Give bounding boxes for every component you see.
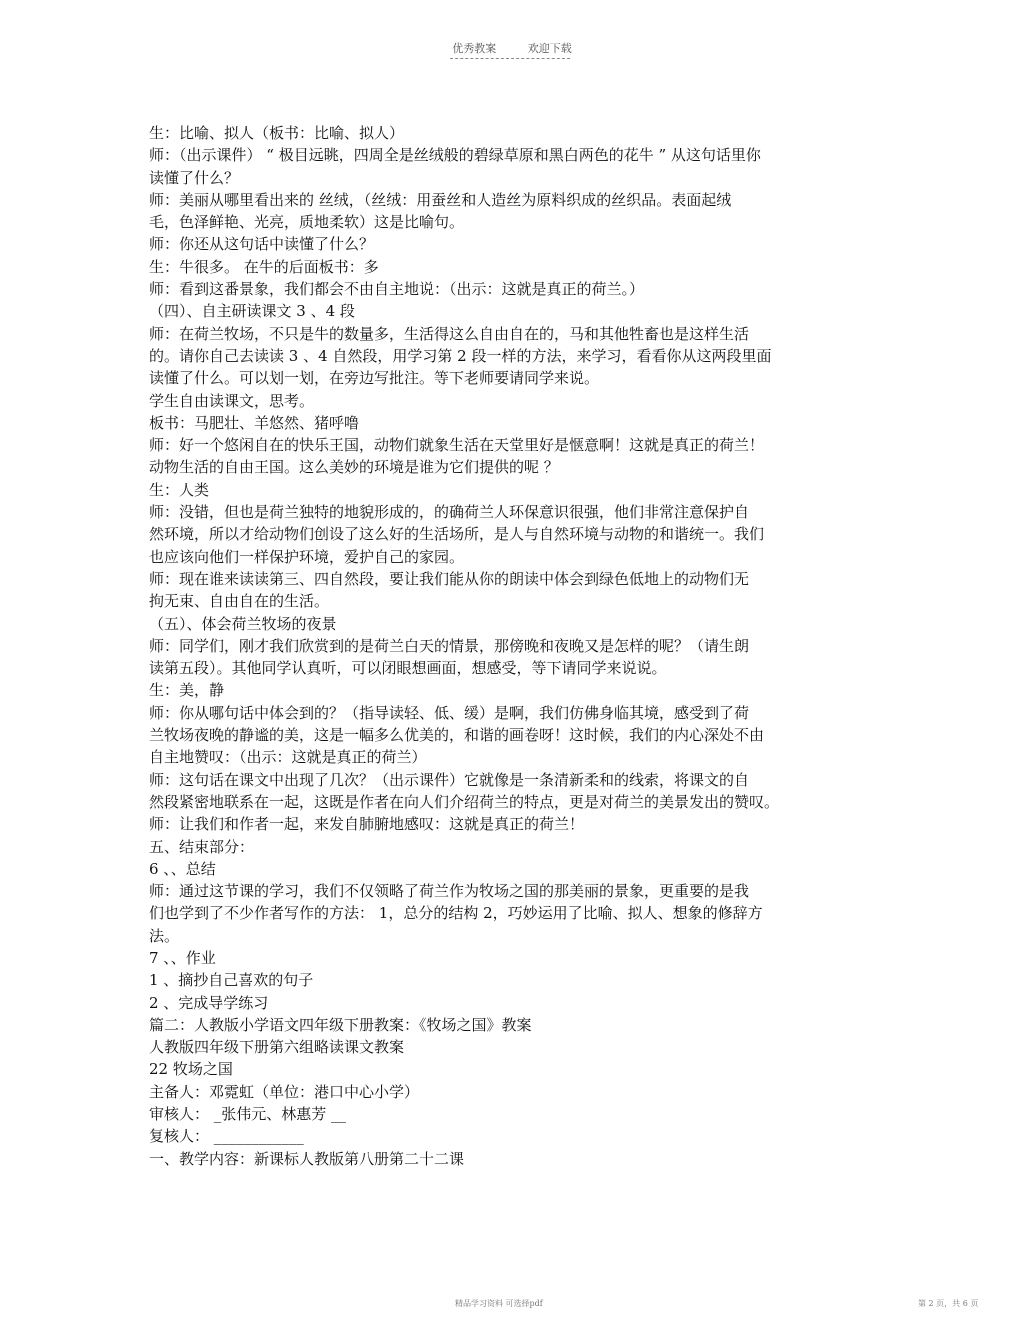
text-line: 毛，色泽鲜艳、光亮，质地柔软）这是比喻句。 xyxy=(149,213,465,232)
text-line: 师：现在谁来读读第三、四自然段，要让我们能从你的朗读中体会到绿色低地上的动物们无 xyxy=(149,569,750,588)
header-right-text: 欢迎下载 xyxy=(527,42,572,55)
text-line: 一、教学内容：新课标人教版第八册第二十二课 xyxy=(149,1149,465,1168)
text-line: 也应该向他们一样保护环境，爱护自己的家园。 xyxy=(149,547,465,566)
text-line: 们也学到了不少作者写作的方法： 1，总分的结构 2，巧妙运用了比喻、拟人、想象的修辞方 xyxy=(149,904,763,923)
text-line: 7 、、作业 xyxy=(149,948,216,967)
text-line: 复核人： ____________ xyxy=(149,1127,304,1146)
text-line: 主备人：邓霓虹（单位：港口中心小学） xyxy=(149,1082,420,1101)
header-divider xyxy=(450,58,570,59)
text-line: 师：看到这番景象，我们都会不由自主地说：（出示：这就是真正的荷兰。） xyxy=(149,280,645,299)
document-body xyxy=(149,122,869,1170)
text-line: 22 牧场之国 xyxy=(149,1060,233,1079)
text-line: 自主地赞叹：（出示：这就是真正的荷兰） xyxy=(149,748,427,767)
page-header xyxy=(0,40,1024,56)
header-left-text: 优秀教案 xyxy=(452,42,497,55)
text-line: 生：比喻、拟人（板书：比喻、拟人） xyxy=(149,124,405,142)
text-line: （四）、自主研读课文 3 、4 段 xyxy=(149,302,355,321)
text-line: 师：美丽从哪里看出来的 丝绒，（丝绒：用蚕丝和人造丝为原料织成的丝织品。表面起绒 xyxy=(149,190,732,209)
text-line: 6 、、总结 xyxy=(149,859,216,878)
text-line: 1 、摘抄自己喜欢的句子 xyxy=(149,971,314,990)
text-line: 读第五段）。其他同学认真听，可以闭眼想画面，想感受，等下请同学来说说。 xyxy=(149,659,667,678)
text-line: 师：通过这节课的学习，我们不仅领略了荷兰作为牧场之国的那美丽的景象，更重要的是我 xyxy=(149,882,750,901)
text-line: 篇二：人教版小学语文四年级下册教案：《牧场之国》教案 xyxy=(149,1015,532,1034)
text-line: 师：你还从这句话中读懂了什么？ xyxy=(149,235,375,254)
text-line: 生：人类 xyxy=(149,480,210,499)
text-line: 五、结束部分： xyxy=(149,837,255,856)
page-number: 第 2 页，共 6 页 xyxy=(918,1299,979,1308)
footer-center-text: 精品学习资料 可选择pdf xyxy=(455,1299,543,1308)
text-line: 然环境，所以才给动物们创设了这么好的生活场所，是人与自然环境与动物的和谐统一。我们 xyxy=(149,525,765,544)
text-line: 人教版四年级下册第六组略读课文教案 xyxy=(149,1038,405,1057)
text-line: 法。 xyxy=(149,926,180,945)
text-line: 师：没错，但也是荷兰独特的地貌形成的，的确荷兰人环保意识很强，他们非常注意保护自 xyxy=(149,503,750,522)
text-line: （五）、体会荷兰牧场的夜景 xyxy=(149,614,337,633)
text-line: 拘无束、自由自在的生活。 xyxy=(149,592,330,611)
text-line: 学生自由读课文，思考。 xyxy=(149,391,315,410)
text-line: 生：牛很多。 在牛的后面板书：多 xyxy=(149,257,379,276)
text-line: 板书：马肥壮、羊悠然、猪呼噜 xyxy=(149,413,360,432)
text-line: 读懂了什么。可以划一划，在旁边写批注。等下老师要请同学来说。 xyxy=(149,369,600,388)
text-line: 师：让我们和作者一起，来发自肺腑地感叹：这就是真正的荷兰！ xyxy=(149,815,585,834)
text-line: 然段紧密地联系在一起，这既是作者在向人们介绍荷兰的特点，更是对荷兰的美景发出的赞叹。 xyxy=(149,792,780,811)
text-line: 动物生活的自由王国。这么美妙的环境是谁为它们提供的呢 ？ xyxy=(149,458,559,477)
text-line: 师：你从哪句话中体会到的？（指导读轻、低、缓）是啊，我们仿佛身临其境，感受到了荷 xyxy=(149,703,750,722)
text-line: 的。请你自己去读读 3 、4 自然段，用学习第 2 段一样的方法，来学习，看看你从这两段里面 xyxy=(149,346,772,365)
text-line: 审核人： _张伟元、林惠芳 __ xyxy=(149,1105,347,1124)
text-line: 读懂了什么？ xyxy=(149,168,240,187)
text-line: 师：这句话在课文中出现了几次？（出示课件）它就像是一条清新柔和的线索，将课文的自 xyxy=(149,770,750,789)
text-line: 师：好一个悠闲自在的快乐王国，动物们就象生活在天堂里好是惬意啊！这就是真正的荷兰！ xyxy=(149,436,765,455)
text-line: 师：在荷兰牧场，不只是牛的数量多，生活得这么自由自在的，马和其他牲畜也是这样生活 xyxy=(149,324,750,343)
text-line: 生：美，静 xyxy=(149,681,225,700)
text-line: 2 、完成导学练习 xyxy=(149,993,269,1012)
text-line: 师：（出示课件） “ 极目远眺，四周全是丝绒般的碧绿草原和黑白两色的花牛 ” 从这句话里你 xyxy=(149,146,761,165)
text-line: 师：同学们，刚才我们欣赏到的是荷兰白天的情景，那傍晚和夜晚又是怎样的呢？（请生朗 xyxy=(149,636,750,655)
text-line: 兰牧场夜晚的静谧的美，这是一幅多么优美的，和谐的画卷呀！这时候，我们的内心深处不由 xyxy=(149,726,765,745)
